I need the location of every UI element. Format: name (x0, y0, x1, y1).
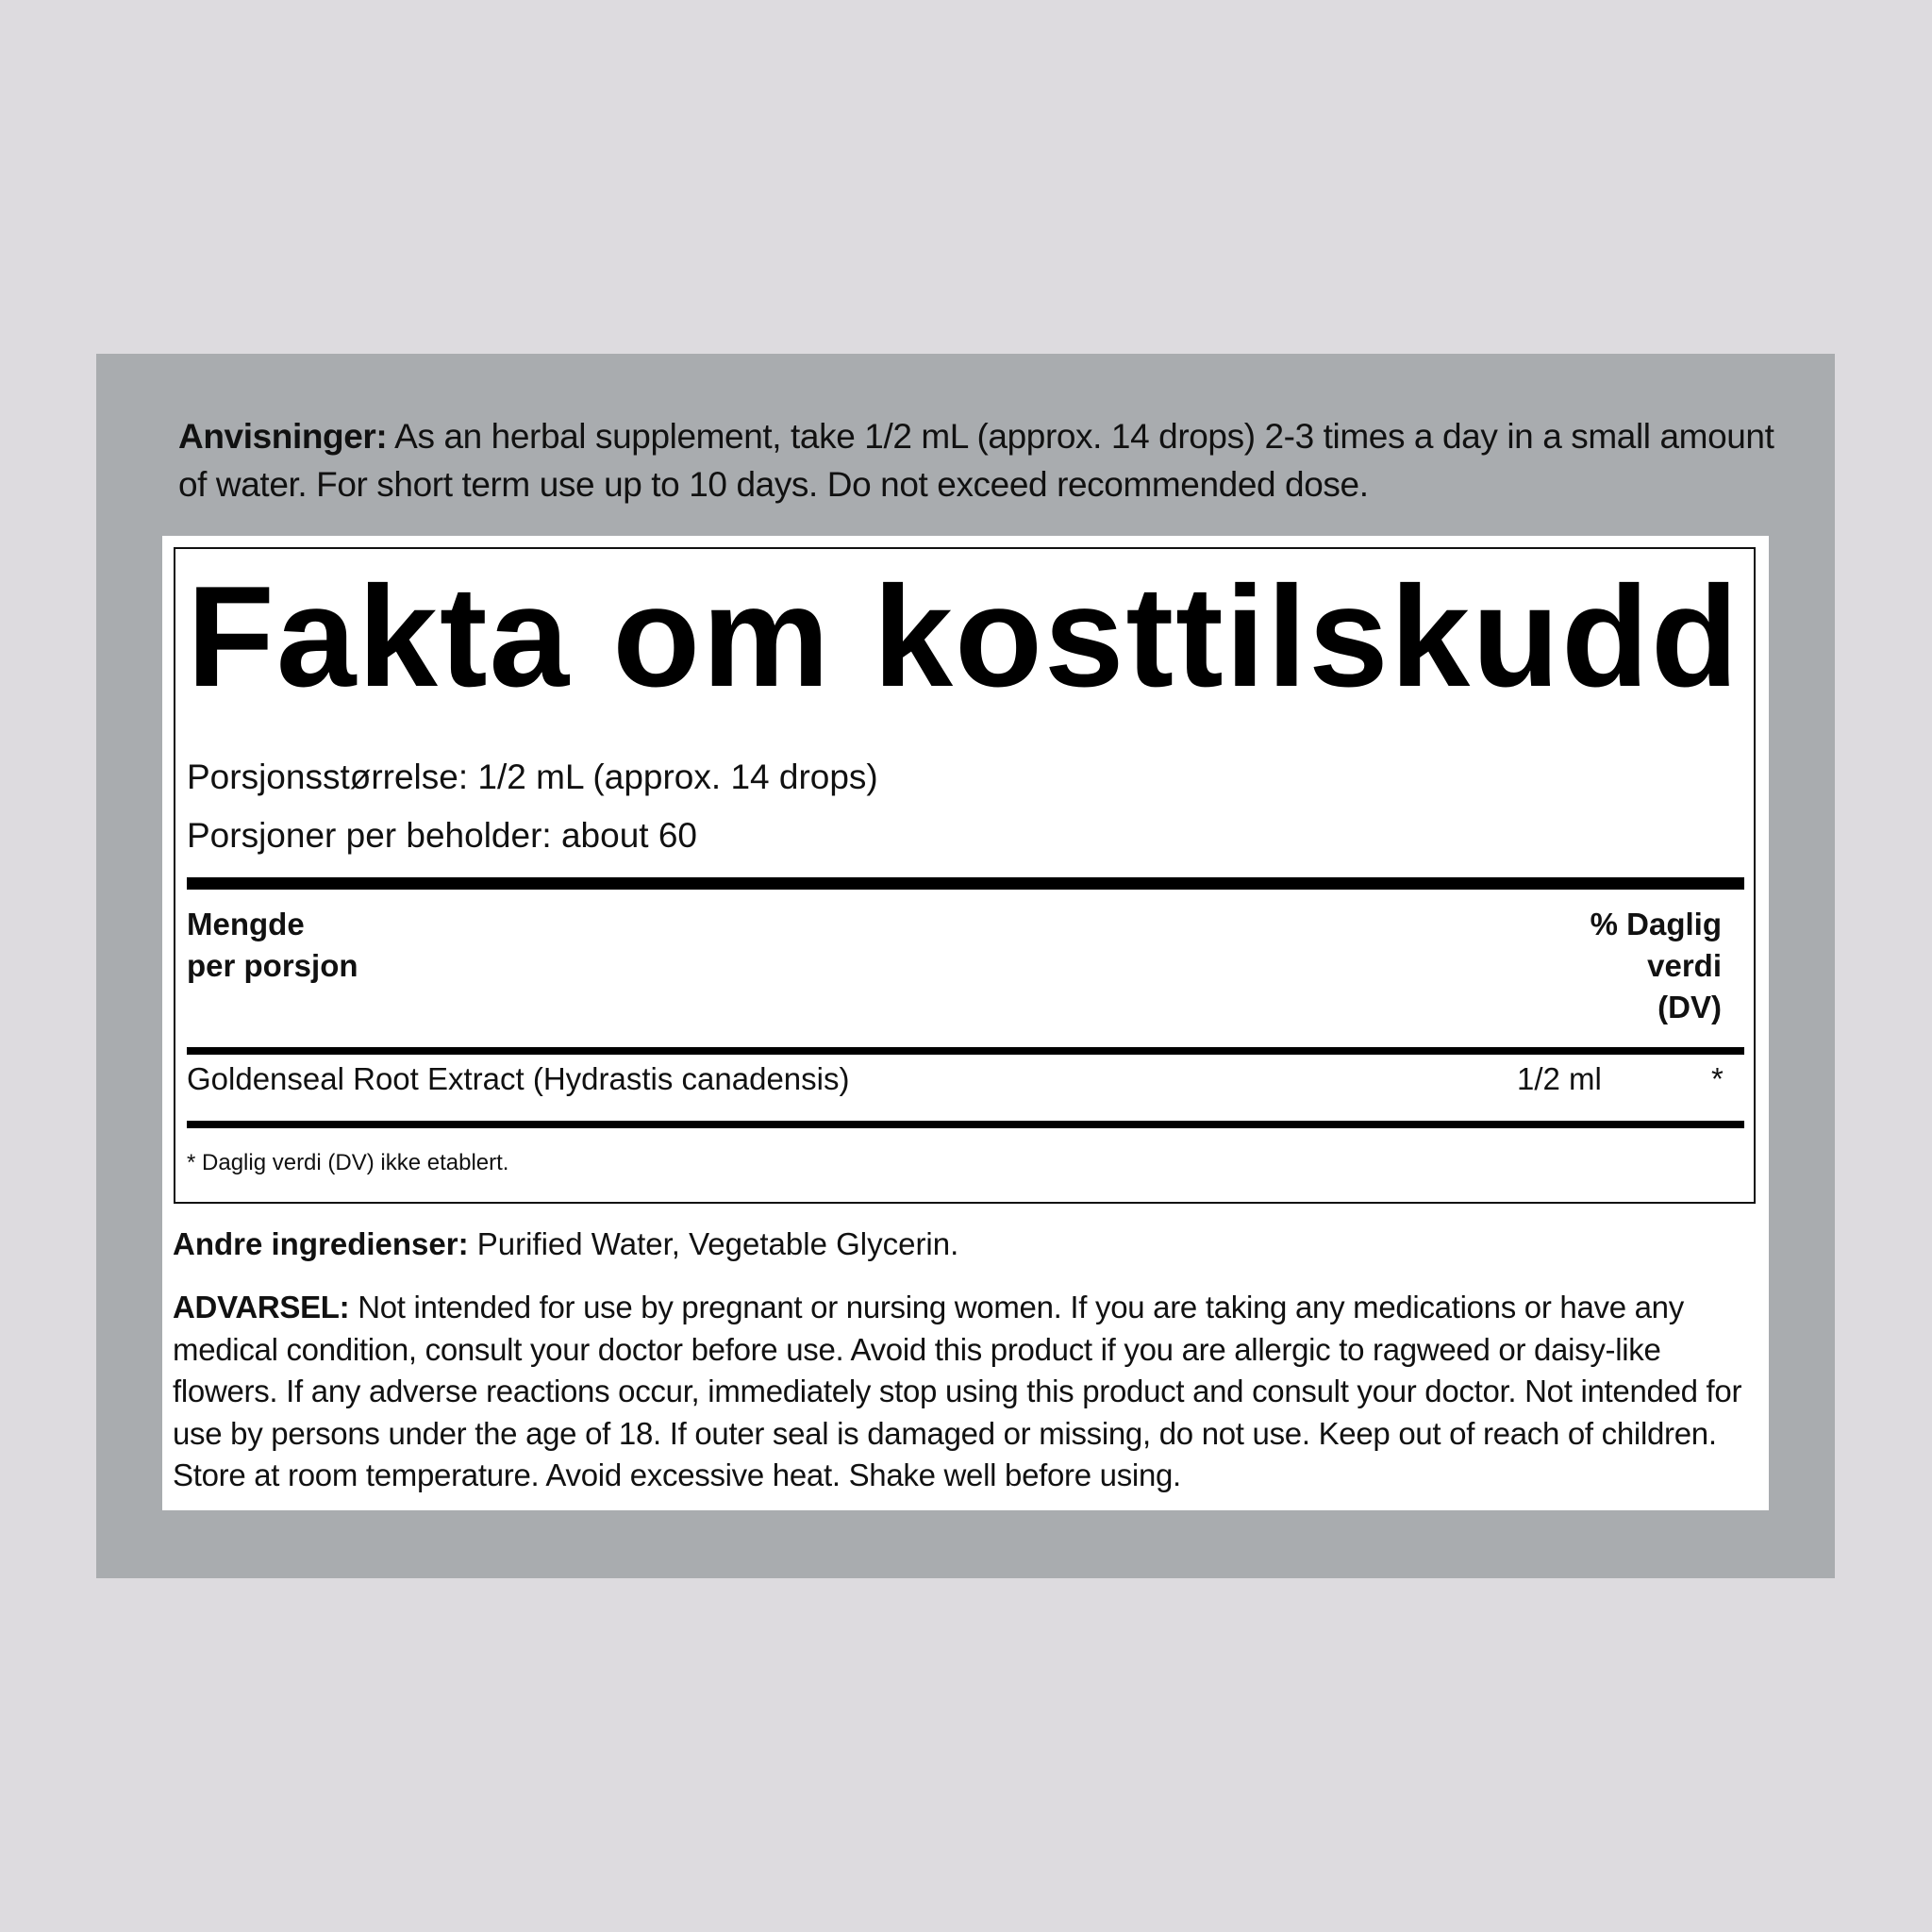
facts-title: Fakta om kosttilskudd (187, 557, 1740, 717)
other-ingredients-body: Purified Water, Vegetable Glycerin. (468, 1226, 959, 1261)
ingredient-name: Goldenseal Root Extract (Hydrastis canadensis) (187, 1061, 850, 1096)
bottom-divider (187, 1121, 1744, 1128)
directions-label: Anvisninger: (178, 417, 388, 456)
medium-divider (187, 1047, 1744, 1055)
dv-header-line3: (DV) (1657, 990, 1722, 1024)
thick-divider (187, 877, 1744, 890)
dv-footnote: * Daglig verdi (DV) ikke etablert. (187, 1150, 509, 1175)
daily-value-header (1591, 904, 1722, 1028)
amount-header-line2: per porsjon (187, 948, 358, 983)
amount-header-line1: Mengde (187, 907, 305, 941)
other-ingredients-label: Andre ingredienser: (173, 1226, 469, 1261)
dv-header-line2: verdi (1647, 948, 1722, 983)
warning-body: Not intended for use by pregnant or nursing women. If you are taking any medications or have any medical condition, consult your doctor before use. Avoid this product if you are allergic to ragweed or daisy-like flowers. If any adverse reactions occur, immediately stop using this product and consult your doctor. Not intended for use by persons under the age of 18. If outer seal is damaged or missing, do not use. Keep out of reach of children. Store at room temperature. Avoid excessive heat. Shake well before using. (173, 1290, 1742, 1492)
warning-label: ADVARSEL: (173, 1290, 350, 1324)
dv-header-line1: % Daglig (1590, 907, 1722, 941)
servings-per-container: Porsjoner per beholder: about 60 (187, 816, 697, 855)
directions-text (178, 412, 1782, 508)
other-ingredients (173, 1223, 958, 1266)
warning-text (173, 1287, 1748, 1497)
amount-per-serving-header (187, 904, 358, 987)
directions-body: As an herbal supplement, take 1/2 mL (approx. 14 drops) 2-3 times a day in a small amount of water. For short term use up to 10 days. Do not exceed recommended dose. (178, 417, 1774, 504)
supplement-facts-box (174, 547, 1756, 1204)
serving-size: Porsjonsstørrelse: 1/2 mL (approx. 14 drops) (187, 758, 878, 796)
ingredient-amount: 1/2 ml (1517, 1061, 1602, 1096)
ingredient-dv: * (1711, 1061, 1724, 1096)
